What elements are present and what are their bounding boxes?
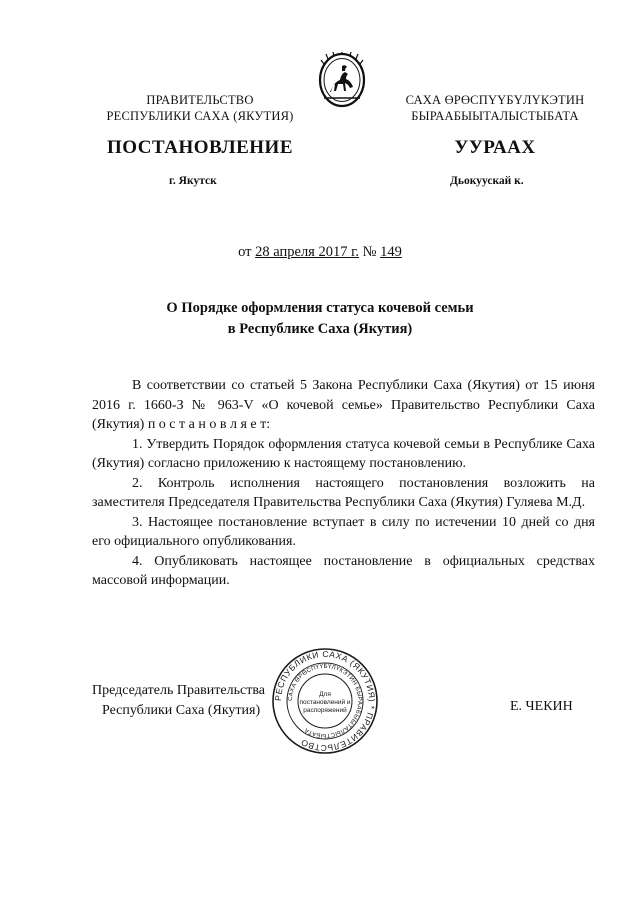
date-prefix: от [238,244,252,260]
title-line2: в Республике Саха (Якутия) [227,321,413,337]
title-line1: О Порядке оформления статуса кочевой семьи [166,300,474,316]
header-left-line2: РЕСПУБЛИКИ САХА (ЯКУТИЯ) [106,109,294,123]
document-date: 28 апреля 2017 г. [255,244,360,260]
header-right-line2: БЫРААБЫЫТАЛЫСТЫБАТА [411,109,579,123]
svg-text:САХА ӨРӨСПҮҮБҮЛҮКЭТИН БЫРААБЫЫ: САХА ӨРӨСПҮҮБҮЛҮКЭТИН БЫРААБЫЫТАЛЫСТЫБАТА [287,663,363,739]
item-4: 4. Опубликовать настоящее постановление в официальных средствах массовой информации. [92,553,595,588]
document-number: 149 [380,244,402,260]
doc-type-left: ПОСТАНОВЛЕНИЕ [106,137,294,158]
svg-text:РЕСПУБЛИКИ САХА (ЯКУТИЯ) * ПРА: РЕСПУБЛИКИ САХА (ЯКУТИЯ) * ПРАВИТЕЛЬСТВО [272,648,378,754]
date-line [0,244,640,261]
header-right-org [384,92,606,124]
intro-paragraph: В соответствии со статьей 5 Закона Республики Саха (Якутия) от 15 июня 2016 г. 1660-З № 963-V «О кочевой семье» Правительство Республики Саха (Якутия) п о с т а н о в л я е т: [92,378,595,432]
signatory-position [92,681,265,720]
document-title [0,298,640,340]
header-left-org [84,92,316,124]
svg-text:Для: Для [319,691,331,698]
official-stamp [270,646,380,756]
item-2: 2. Контроль исполнения настоящего постановления возложить на заместителя Председателя Правительства Республики Саха (Якутия) Гуляева М.Д. [92,475,595,510]
city-left: г. Якутск [169,175,217,187]
item-1: 1. Утвердить Порядок оформления статуса кочевой семьи в Республике Саха (Якутия) согласно приложению к настоящему постановлению. [92,436,595,471]
header-right-line1: САХА ӨРӨСПҮҮБҮЛҮКЭТИН [405,93,585,107]
number-sign: № [362,244,377,260]
city-right: Дьокуускай к. [450,175,524,187]
signatory-name: Е. ЧЕКИН [510,699,573,714]
svg-text:постановлений и: постановлений и [299,699,351,706]
svg-text:распоряжений: распоряжений [303,707,347,714]
document-body [92,376,595,591]
doc-type-right: УУРААХ [454,137,536,158]
header-left-line1: ПРАВИТЕЛЬСТВО [146,93,254,107]
signatory-position-line1: Председатель Правительства [92,683,265,698]
item-3: 3. Настоящее постановление вступает в силу по истечении 10 дней со дня его официального опубликования. [92,514,595,549]
signatory-position-line2: Республики Саха (Якутия) [102,702,261,718]
coat-of-arms-emblem [318,52,366,112]
